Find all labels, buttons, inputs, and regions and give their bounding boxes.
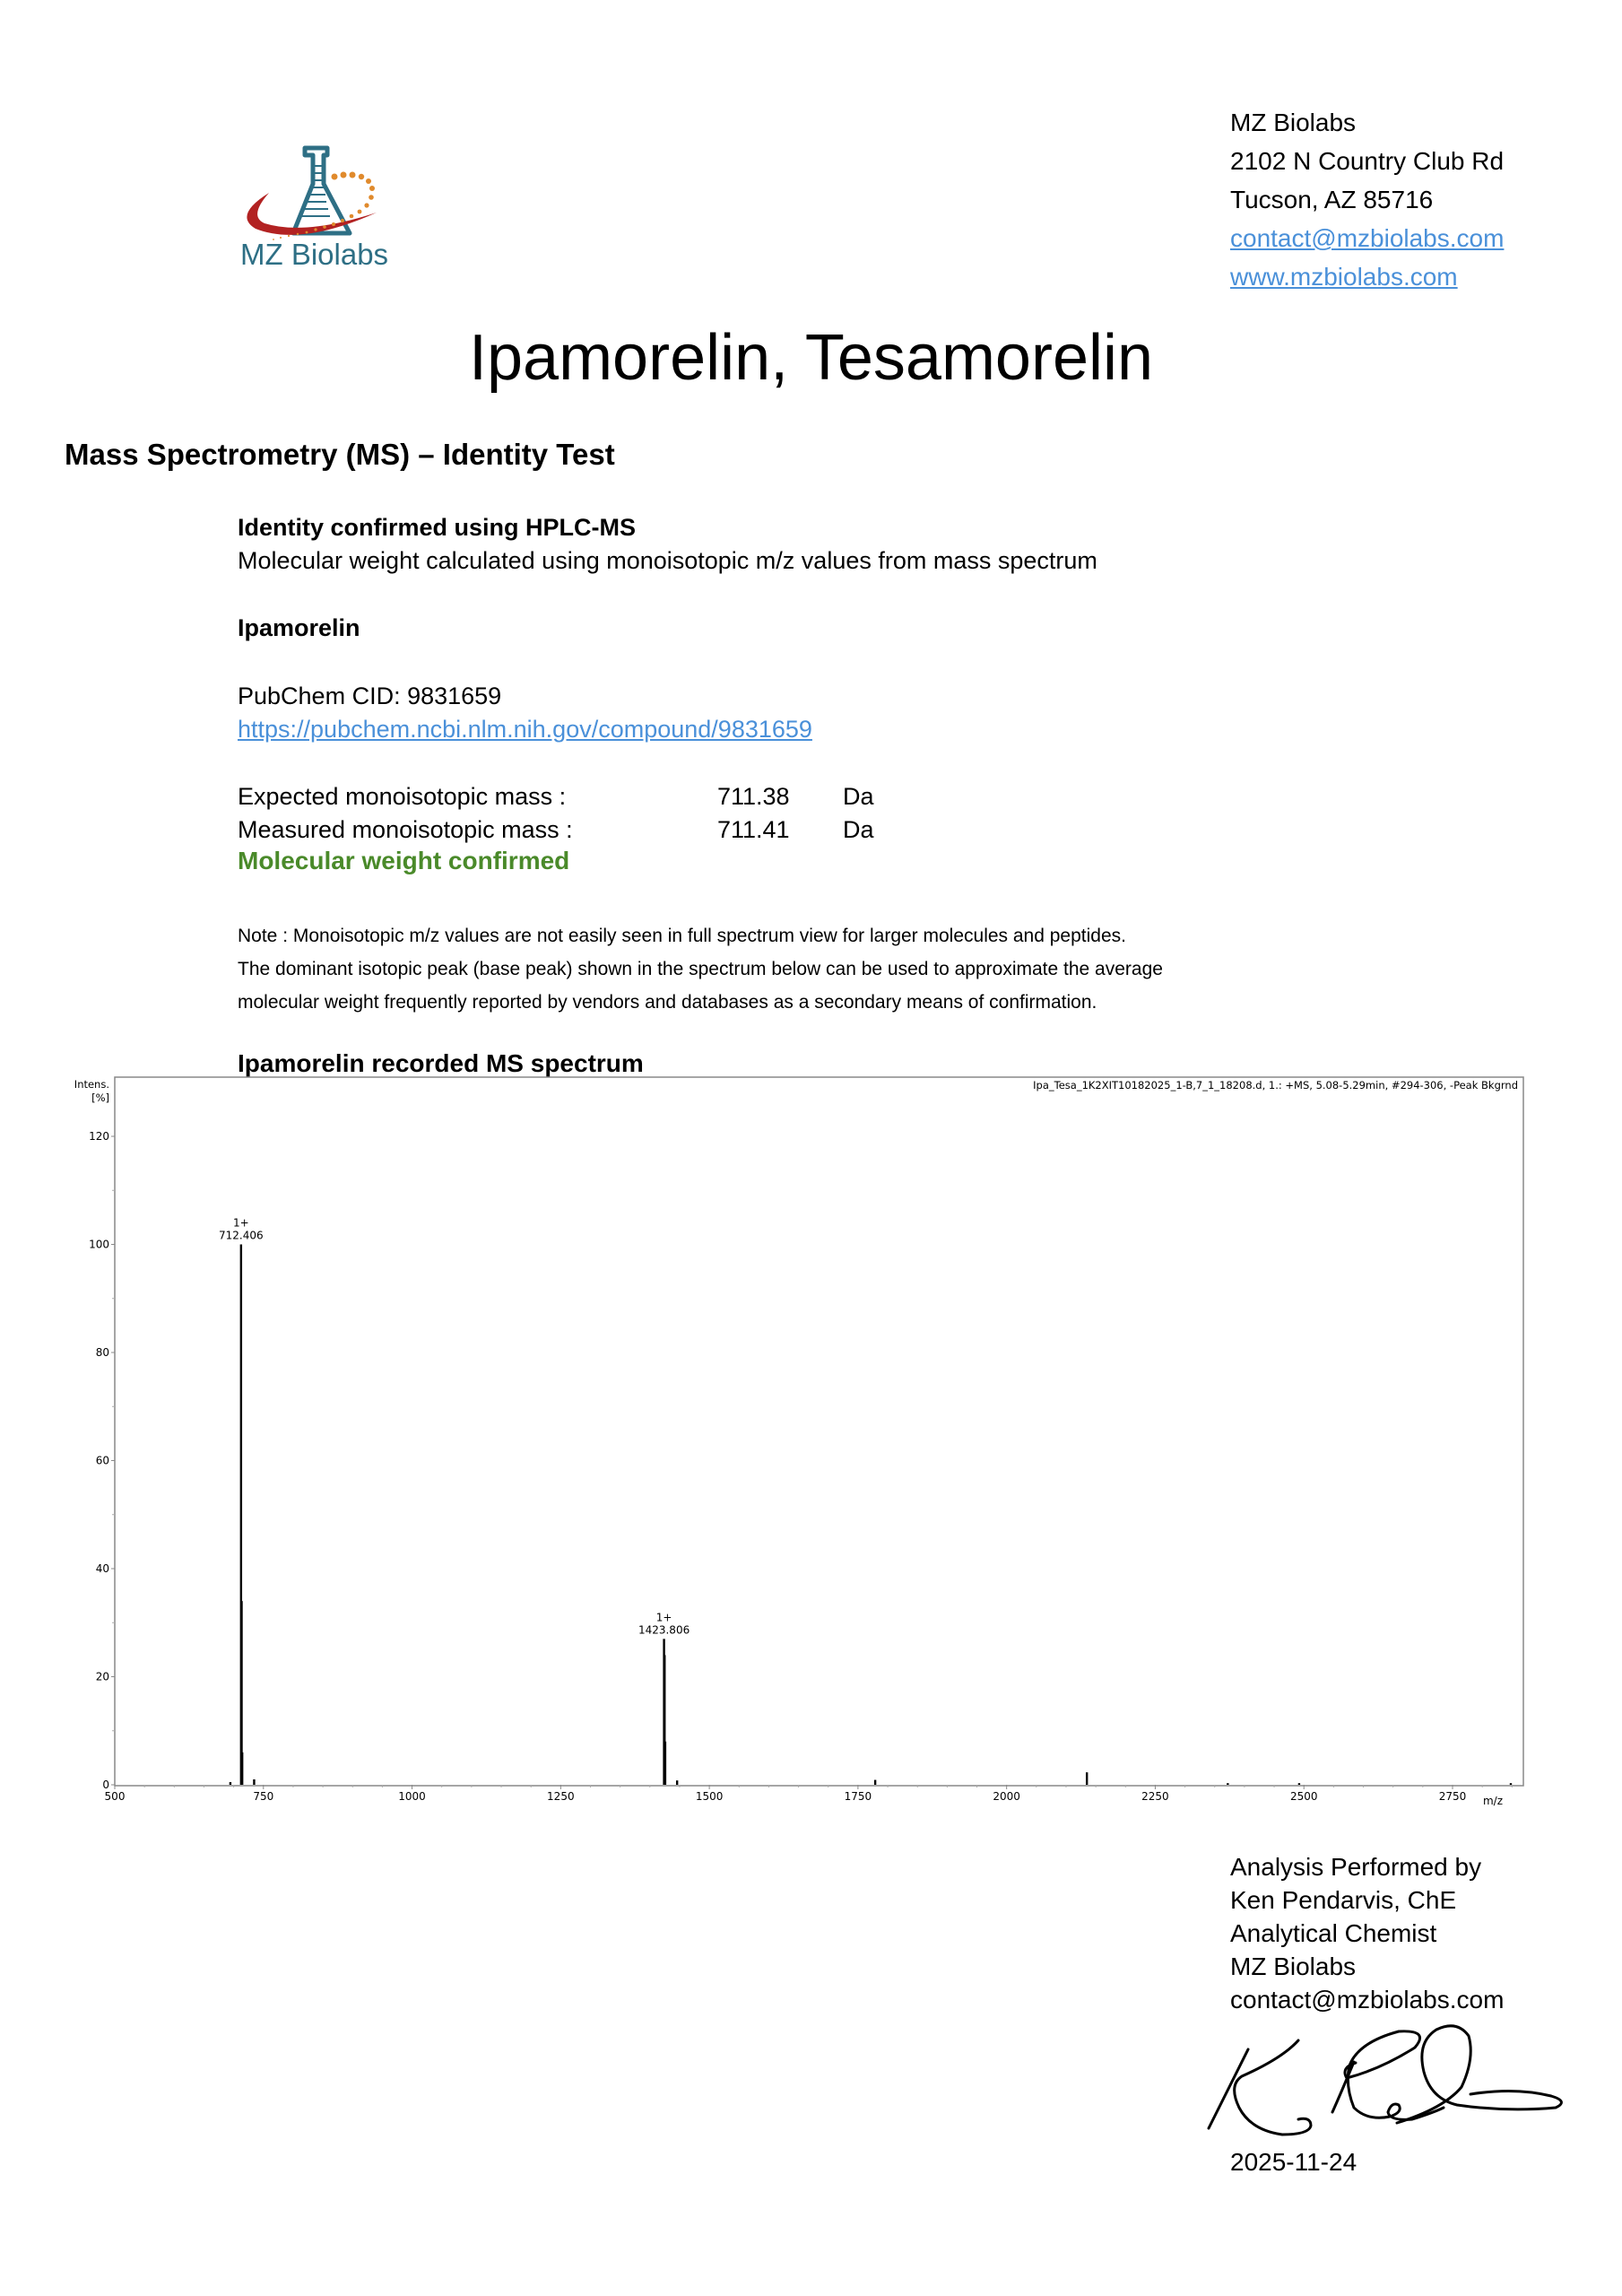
swoosh-icon <box>247 193 377 235</box>
signature-date: 2025-11-24 <box>1230 2148 1357 2176</box>
y-tick-label: 0 <box>102 1779 109 1791</box>
analysis-performed-label: Analysis Performed by <box>1230 1853 1482 1881</box>
x-tick-label: 750 <box>253 1790 274 1803</box>
note <box>238 919 1163 1019</box>
x-tick-label: 2250 <box>1141 1790 1169 1803</box>
ms-spectrum-chart <box>54 1076 1524 1821</box>
y-tick-label: 120 <box>89 1130 109 1143</box>
y-tick-label: 20 <box>95 1670 109 1683</box>
x-axis-label: m/z <box>1482 1795 1504 1807</box>
analyst-company: MZ Biolabs <box>1230 1952 1357 1980</box>
expected-mass-unit: Da <box>843 783 874 810</box>
y-tick-label: 40 <box>95 1562 109 1575</box>
x-tick-label: 500 <box>104 1790 126 1803</box>
spectrum-peak <box>253 1779 255 1785</box>
ms-spectrum-svg <box>54 1076 1524 1821</box>
peak-mz-label: 712.406 <box>219 1229 264 1242</box>
pubchem-link[interactable]: https://pubchem.ncbi.nlm.nih.gov/compound/9831659 <box>238 716 812 743</box>
spectrum-peak <box>1510 1783 1512 1785</box>
section-title: Mass Spectrometry (MS) – Identity Test <box>65 438 615 471</box>
spectrum-title: Ipamorelin recorded MS spectrum <box>238 1049 644 1077</box>
analyst-title: Analytical Chemist <box>1230 1919 1437 1947</box>
analyst-email: contact@mzbiolabs.com <box>1230 1986 1505 2013</box>
signature-icon <box>1201 2022 1569 2139</box>
x-tick-label: 2000 <box>993 1790 1020 1803</box>
y-tick-label: 100 <box>89 1238 109 1251</box>
measured-mass-value: 711.41 <box>717 816 790 843</box>
document-title: Ipamorelin, Tesamorelin <box>468 322 1154 394</box>
identity-description: Molecular weight calculated using monoisotopic m/z values from mass spectrum <box>238 547 1097 574</box>
measured-mass-label: Measured monoisotopic mass : <box>238 816 573 843</box>
spectrum-peak <box>1086 1772 1088 1785</box>
company-address <box>1230 103 1504 296</box>
y-tick-label: 60 <box>95 1454 109 1467</box>
address-company: MZ Biolabs <box>1230 109 1357 136</box>
x-tick-label: 2500 <box>1289 1790 1318 1803</box>
spectrum-peak <box>874 1780 876 1785</box>
email-link[interactable]: contact@mzbiolabs.com <box>1230 224 1505 252</box>
note-line: Note : Monoisotopic m/z values are not easily seen in full spectrum view for larger molecules and peptides. <box>238 926 1126 946</box>
x-tick-label: 1750 <box>844 1790 872 1803</box>
spectrum-peak <box>1298 1783 1300 1785</box>
x-tick-label: 1500 <box>695 1790 724 1803</box>
spectrum-peak <box>1227 1783 1228 1785</box>
address-street: 2102 N Country Club Rd <box>1230 147 1505 175</box>
peak-charge-label: 1+ <box>655 1611 672 1624</box>
peak-mz-label: 1423.806 <box>638 1623 690 1637</box>
compound-name: Ipamorelin <box>238 614 360 641</box>
expected-mass-label: Expected monoisotopic mass : <box>238 783 567 810</box>
spectrum-peak <box>230 1782 231 1785</box>
y-tick-label: 80 <box>95 1346 109 1359</box>
spectrum-peak <box>676 1780 678 1785</box>
expected-mass-value: 711.38 <box>717 783 790 810</box>
x-tick-label: 1000 <box>398 1790 426 1803</box>
note-line: The dominant isotopic peak (base peak) shown in the spectrum below can be used to approximate the average <box>238 959 1163 979</box>
address-city: Tucson, AZ 85716 <box>1230 186 1434 213</box>
plot-frame <box>115 1077 1523 1786</box>
spectrum-peak <box>664 1742 666 1785</box>
x-tick-label: 1250 <box>547 1790 575 1803</box>
y-axis-label: Intens. <box>74 1078 109 1091</box>
analyst-name: Ken Pendarvis, ChE <box>1230 1886 1457 1914</box>
analyst-block <box>1230 1850 1504 2016</box>
pubchem-cid: PubChem CID: 9831659 <box>238 683 502 709</box>
note-line: molecular weight frequently reported by vendors and databases as a secondary means of confirmation. <box>238 992 1097 1013</box>
measured-mass-unit: Da <box>843 816 874 843</box>
chart-title: Ipa_Tesa_1K2XIT10182025_1-B,7_1_18208.d, 1.: +MS, 5.08-5.29min, #294-306, -Peak Bkgrnd <box>1033 1079 1518 1091</box>
spectrum-peak <box>241 1752 243 1785</box>
x-tick-label: 2750 <box>1438 1790 1467 1803</box>
peak-charge-label: 1+ <box>232 1216 249 1230</box>
logo-text: MZ Biolabs <box>240 238 389 271</box>
website-link[interactable]: www.mzbiolabs.com <box>1230 263 1458 291</box>
y-axis-unit: [%] <box>91 1091 109 1104</box>
identity-heading: Identity confirmed using HPLC-MS <box>238 514 637 541</box>
confirmation-status: Molecular weight confirmed <box>238 847 570 874</box>
